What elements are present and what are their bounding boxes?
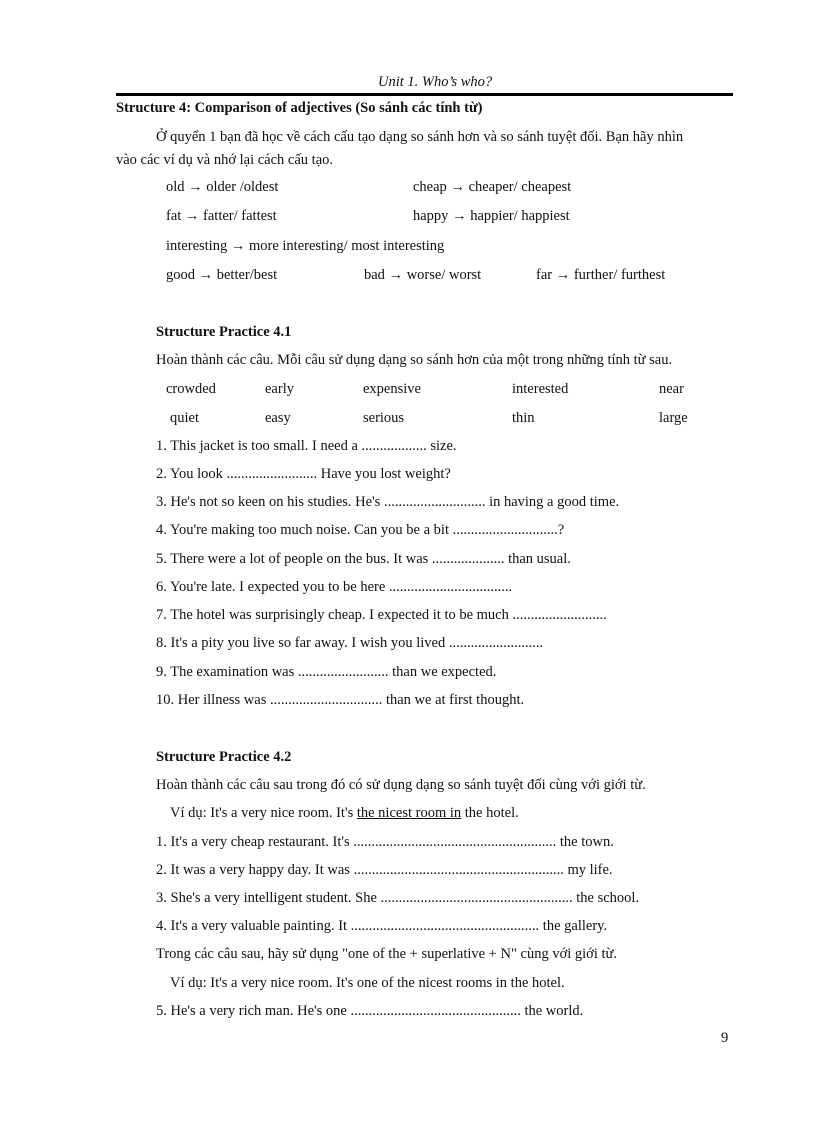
- example-forms: better/best: [216, 267, 278, 283]
- structure4-heading: Structure 4: Comparison of adjectives (So sánh các tính từ): [116, 100, 483, 116]
- word-expensive: expensive: [363, 381, 421, 397]
- example-suffix: the hotel.: [461, 805, 519, 821]
- practice41-instruction: Hoàn thành các câu. Mỗi câu sử dụng dạng so sánh hơn của một trong những tính từ sau.: [156, 352, 673, 368]
- example-forms: cheaper/ cheapest: [468, 179, 572, 195]
- example-old: [166, 179, 278, 196]
- example-forms: fatter/ fattest: [203, 208, 277, 224]
- example-forms: worse/ worst: [406, 267, 482, 283]
- practice42-instruction: Hoàn thành các câu sau trong đó có sử dụng dạng so sánh tuyệt đối cùng với giới từ.: [156, 777, 646, 793]
- arrow-icon: →: [452, 208, 467, 224]
- example-forms: older /oldest: [206, 179, 279, 195]
- example-cheap: [413, 179, 571, 196]
- structure4-intro-line2: vào các ví dụ và nhớ lại cách cấu tạo.: [116, 152, 334, 168]
- word-serious: serious: [363, 410, 405, 426]
- arrow-icon: →: [388, 267, 404, 283]
- arrow-icon: →: [188, 179, 203, 195]
- running-header: Unit 1. Who’s who?: [378, 74, 493, 90]
- word-crowded: crowded: [166, 381, 216, 397]
- example-happy: [413, 208, 570, 225]
- example-bad: [364, 267, 481, 284]
- example-base: good: [166, 267, 195, 283]
- arrow-icon: →: [450, 179, 465, 195]
- word-early: early: [265, 381, 294, 397]
- example-prefix: Ví dụ: It's a very nice room. It's: [170, 805, 357, 821]
- example-forms: more interesting/ most interesting: [248, 238, 445, 254]
- example-base: old: [166, 179, 185, 195]
- practice41-item-7: 7. The hotel was surprisingly cheap. I expected it to be much ..........................: [156, 607, 607, 623]
- arrow-icon: →: [230, 238, 246, 254]
- word-thin: thin: [512, 410, 535, 426]
- example-fat: [166, 208, 277, 225]
- arrow-icon: →: [198, 267, 214, 283]
- example-base: happy: [413, 208, 449, 224]
- practice41-heading: Structure Practice 4.1: [156, 324, 292, 340]
- practice41-item-2: 2. You look ......................... Have you lost weight?: [156, 466, 451, 482]
- example-forms: further/ furthest: [573, 267, 666, 283]
- practice42-item-5: 5. He's a very rich man. He's one ............................................... the world.: [156, 1003, 584, 1019]
- example-base: fat: [166, 208, 182, 224]
- example-forms: happier/ happiest: [470, 208, 570, 224]
- example-base: interesting: [166, 238, 228, 254]
- example-underlined-answer: the nicest room in: [356, 805, 462, 821]
- practice41-item-4: 4. You're making too much noise. Can you be a bit .............................?: [156, 522, 565, 538]
- word-quiet: quiet: [170, 410, 199, 426]
- header-rule: [116, 93, 733, 96]
- arrow-icon: →: [555, 267, 571, 283]
- example-interesting: [166, 238, 444, 255]
- practice41-item-5: 5. There were a lot of people on the bus. It was .................... than usual.: [156, 551, 571, 567]
- practice41-item-10: 10. Her illness was ............................... than we at first thought.: [156, 692, 525, 708]
- example-base: bad: [364, 267, 385, 283]
- example-good: [166, 267, 277, 284]
- practice42-item-2: 2. It was a very happy day. It was .......................................................... my life.: [156, 862, 613, 878]
- practice42-instruction2: Trong các câu sau, hãy sử dụng "one of the + superlative + N" cùng với giới từ.: [156, 946, 617, 962]
- example-base: far: [536, 267, 553, 283]
- practice42-item-3: 3. She's a very intelligent student. She ..................................................... the school.: [156, 890, 640, 906]
- word-interested: interested: [512, 381, 569, 397]
- word-near: near: [659, 381, 684, 397]
- practice41-item-8: 8. It's a pity you live so far away. I wish you lived ..........................: [156, 635, 544, 651]
- practice41-item-3: 3. He's not so keen on his studies. He's ............................ in having a good time.: [156, 494, 620, 510]
- page-number: 9: [721, 1030, 729, 1046]
- practice42-example1: [170, 805, 519, 822]
- example-base: cheap: [413, 179, 447, 195]
- practice42-example2: Ví dụ: It's a very nice room. It's one of the nicest rooms in the hotel.: [170, 975, 565, 991]
- practice41-item-1: 1. This jacket is too small. I need a .................. size.: [156, 438, 457, 454]
- arrow-icon: →: [184, 208, 200, 224]
- practice42-item-1: 1. It's a very cheap restaurant. It's ........................................................ the town.: [156, 834, 614, 850]
- structure4-intro-line1: Ở quyển 1 bạn đã học về cách cấu tạo dạng so sánh hơn và so sánh tuyệt đối. Bạn hãy nhìn: [156, 129, 684, 145]
- practice42-heading: Structure Practice 4.2: [156, 749, 292, 765]
- practice41-item-6: 6. You're late. I expected you to be here ..................................: [156, 579, 513, 595]
- word-large: large: [659, 410, 688, 426]
- example-far: [536, 267, 665, 284]
- word-easy: easy: [265, 410, 291, 426]
- practice42-item-4: 4. It's a very valuable painting. It .................................................... the gallery.: [156, 918, 608, 934]
- practice41-item-9: 9. The examination was ......................... than we expected.: [156, 664, 497, 680]
